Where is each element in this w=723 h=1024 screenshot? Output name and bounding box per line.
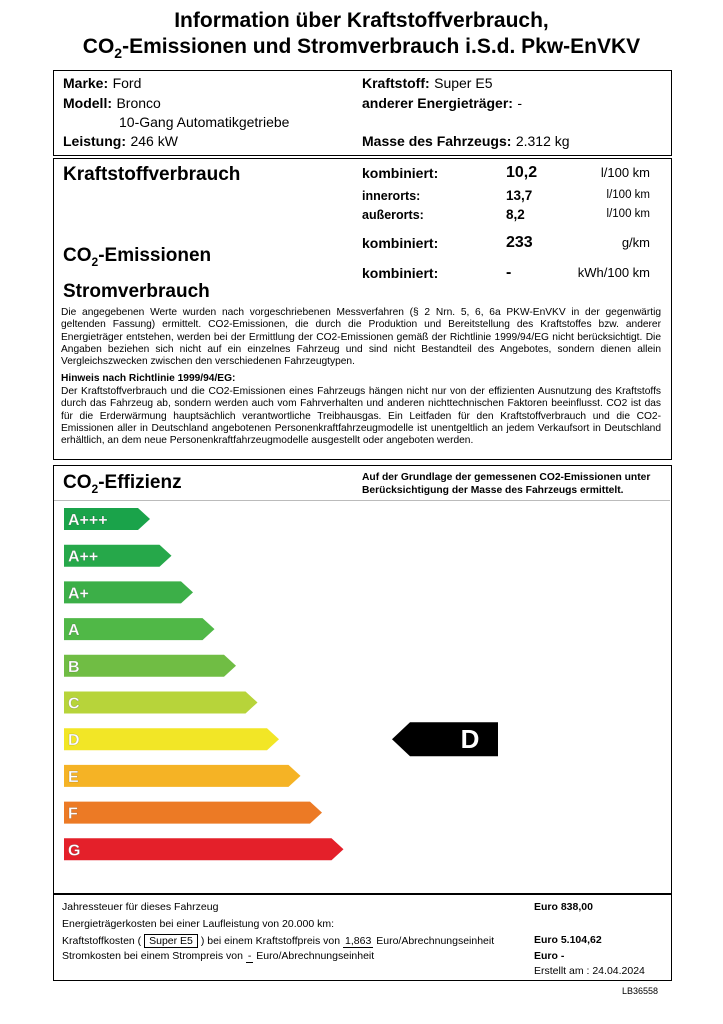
leistung-label: Leistung: bbox=[63, 133, 126, 149]
kraftstoff-cost-row bbox=[62, 934, 494, 948]
footer-code: LB36558 bbox=[622, 986, 659, 996]
erstellt-date: Erstellt am : 24.04.2024 bbox=[534, 965, 645, 977]
energie-label: Energieträgerkosten bei einer Laufleistung von 20.000 km: bbox=[62, 918, 335, 930]
vehicle-info-box bbox=[53, 70, 672, 156]
kombiniert-label: kombiniert: bbox=[362, 165, 439, 181]
innerorts-value: 13,7 bbox=[506, 188, 533, 203]
title-line-1: Information über Kraftstoffverbrauch, bbox=[174, 9, 549, 32]
efficiency-label-aplusplus: A++ bbox=[68, 548, 99, 566]
efficiency-label-c: C bbox=[68, 695, 80, 713]
kraftstoff-cost-value: Euro 5.104,62 bbox=[534, 934, 602, 946]
strom-unit: kWh/100 km bbox=[577, 265, 650, 280]
strom-kombiniert-label: kombiniert: bbox=[362, 265, 439, 281]
title-sub: 2 bbox=[114, 45, 123, 62]
ausserorts-label: außerorts: bbox=[362, 208, 424, 222]
efficiency-label-d: D bbox=[68, 732, 80, 750]
kombiniert-value: 10,2 bbox=[506, 164, 538, 181]
strom-heading: Stromverbrauch bbox=[63, 281, 210, 302]
efficiency-arrow-g bbox=[64, 838, 344, 860]
innerorts-unit: l/100 km bbox=[606, 189, 650, 201]
marke-label: Marke: bbox=[63, 75, 109, 91]
efficiency-box bbox=[53, 465, 672, 894]
modell-value-line2: 10-Gang Automatikgetriebe bbox=[119, 114, 290, 130]
strom-cost-row bbox=[62, 950, 374, 963]
consumption-box bbox=[53, 158, 672, 460]
page-title bbox=[0, 8, 723, 66]
costs-box bbox=[53, 894, 672, 981]
masse-label: Masse des Fahrzeugs: bbox=[362, 133, 512, 149]
efficiency-arrow-f bbox=[64, 802, 322, 824]
efficiency-label-aplus: A+ bbox=[68, 585, 89, 603]
title-rest: -Emissionen und Stromverbrauch i.S.d. Pkw-EnVKV bbox=[122, 35, 641, 58]
co2-heading-sub: 2 bbox=[91, 254, 99, 269]
co2-unit: g/km bbox=[621, 235, 650, 250]
kombiniert-unit: l/100 km bbox=[600, 165, 650, 180]
notes-paragraph-2: Der Kraftstoffverbrauch und die CO2-Emissionen eines Fahrzeugs hängen nicht nur von der effizienten Ausnutzung des Kraftstoffs durch das Fahrzeug ab, sondern werden auch vom Fahrverhalten und anderen nichttechnischen Faktoren beeinflusst. CO2 ist das für die Erderwärmung hauptsächlich verantwortliche Treibhausgas. Ein Leitfaden für den Kraftstoffverbrauch und die CO2-Emissionen aller in Deutschland angebotenen Personenkraftfahrzeugmodelle ist unentgeltlich an jedem Verkaufsort in Deutschland erhältlich, an dem neue Personenkraftfahrzeugmodelle ausgestellt oder angeboten werden. bbox=[61, 386, 661, 447]
ausserorts-value: 8,2 bbox=[506, 207, 525, 222]
efficiency-scale bbox=[54, 466, 670, 891]
efficiency-label-aplusplusplus: A+++ bbox=[68, 512, 108, 529]
efficiency-label-e: E bbox=[68, 768, 79, 786]
efficiency-arrow-c bbox=[64, 692, 258, 714]
efficiency-arrow-e bbox=[64, 765, 301, 787]
strom-cost-value: Euro - bbox=[534, 950, 565, 962]
modell-row bbox=[63, 95, 161, 113]
efficiency-label-a: A bbox=[68, 622, 80, 640]
kraftstoff-row bbox=[362, 75, 492, 93]
masse-value: 2.312 kg bbox=[515, 133, 570, 149]
kraftstoff-cost-price: 1,863 bbox=[345, 935, 372, 947]
kraftstoff-cost-fuel: Super E5 bbox=[144, 934, 198, 948]
ausserorts-unit: l/100 km bbox=[606, 208, 650, 220]
modell-label: Modell: bbox=[63, 95, 112, 111]
efficiency-heading-rest: -Effizienz bbox=[98, 472, 182, 493]
title-line-2 bbox=[0, 34, 723, 66]
rating-label: D bbox=[460, 724, 480, 755]
co2-heading-rest: -Emissionen bbox=[98, 245, 212, 266]
kraftstoff-value: Super E5 bbox=[434, 75, 493, 91]
modell-value: Bronco bbox=[116, 95, 161, 111]
energietraeger-row bbox=[362, 95, 522, 113]
energietraeger-label: anderer Energieträger: bbox=[362, 95, 513, 111]
hinweis-heading: Hinweis nach Richtlinie 1999/94/EG: bbox=[61, 373, 236, 384]
strom-cost-price: - bbox=[247, 950, 252, 962]
efficiency-label-b: B bbox=[68, 658, 80, 676]
energietraeger-value: - bbox=[517, 95, 523, 111]
masse-row bbox=[362, 133, 570, 151]
kraftstoff-cost-post: Euro/Abrechnungseinheit bbox=[376, 935, 495, 947]
strom-cost-post: Euro/Abrechnungseinheit bbox=[256, 950, 375, 962]
marke-row bbox=[63, 75, 141, 93]
kraftstoff-heading: Kraftstoffverbrauch bbox=[63, 164, 241, 185]
steuer-value: Euro 838,00 bbox=[534, 901, 593, 913]
leistung-value: 246 kW bbox=[130, 133, 178, 149]
kraftstoff-cost-pre: Kraftstoffkosten ( bbox=[62, 935, 142, 947]
co2-heading bbox=[63, 245, 211, 269]
marke-value: Ford bbox=[112, 75, 142, 91]
strom-cost-pre: Stromkosten bei einem Strompreis von bbox=[62, 950, 243, 962]
kraftstoff-cost-mid: ) bei einem Kraftstoffpreis von bbox=[200, 935, 341, 947]
efficiency-label-g: G bbox=[68, 842, 81, 860]
co2-kombiniert-label: kombiniert: bbox=[362, 235, 439, 251]
notes-paragraph-1: Die angegebenen Werte wurden nach vorgeschriebenen Messverfahren (§ 2 Nrn. 5, 6, 6a PKW-EnVKV in der gegenwärtig geltenden Fassung) ermittelt. CO2-Emissionen, die durch die Produktion und Bereitstellung des Kraftstoffes bzw. anderer Energieträger entstehen, werden bei der Ermittlung der CO2-Emissionen gemäß der Richtlinie 1999/94/EG nicht berücksichtigt. Die Angaben beziehen sich nicht auf ein einzelnes Fahrzeug und sind nicht Bestandteil des Angebotes, sondern dienen allein Vergleichszwecken zwischen den verschiedenen Fahrzeugtypen. bbox=[61, 307, 661, 368]
efficiency-description-line1: Auf der Grundlage der gemessenen CO2-Emissionen unter bbox=[362, 472, 651, 483]
efficiency-label-f: F bbox=[68, 805, 78, 823]
efficiency-heading-co: CO bbox=[63, 472, 92, 493]
kraftstoff-label: Kraftstoff: bbox=[362, 75, 430, 91]
title-co: CO bbox=[82, 35, 115, 58]
steuer-label: Jahressteuer für dieses Fahrzeug bbox=[62, 901, 219, 913]
co2-value: 233 bbox=[506, 234, 533, 251]
co2-heading-co: CO bbox=[63, 245, 92, 266]
efficiency-heading-sub: 2 bbox=[91, 481, 99, 496]
leistung-row bbox=[63, 133, 178, 151]
rating-arrow bbox=[392, 722, 498, 756]
efficiency-description-line2: Berücksichtigung der Masse des Fahrzeugs ermittelt. bbox=[362, 485, 624, 496]
efficiency-arrow-d bbox=[64, 728, 279, 750]
strom-value: - bbox=[506, 264, 512, 281]
efficiency-arrow-a bbox=[64, 618, 215, 640]
efficiency-arrow-b bbox=[64, 655, 236, 677]
innerorts-label: innerorts: bbox=[362, 189, 421, 203]
